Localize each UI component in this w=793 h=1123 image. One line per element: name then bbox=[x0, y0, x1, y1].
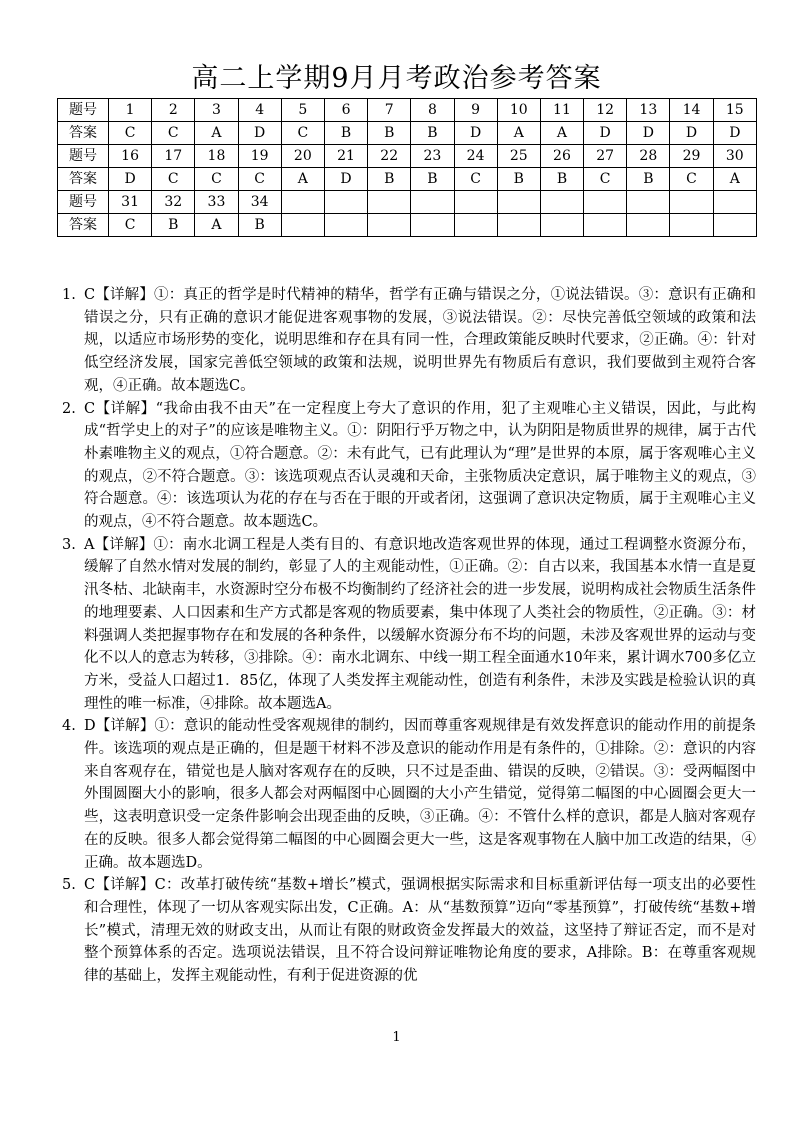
table-cell: D bbox=[713, 122, 756, 145]
table-cell bbox=[627, 191, 670, 214]
explanation-number: 2. bbox=[62, 400, 76, 417]
table-cell bbox=[713, 191, 756, 214]
explanation-text: C【详解】①：真正的哲学是时代精神的精华，哲学有正确与错误之分，①说法错误。③：意识有正确和错误之分，只有正确的意识才能促进客观事物的发展，③说法错误。②：尽快完善低空领域的政策和法规，以适应市场形势的变化，说明思维和存在具有同一性，合理政策能反映时代要求，②正确。④：针对低空经济发展，国家完善低空领域的政策和法规，说明世界先有物质后有意识，我们要做到主观符合客观，④正确。故本题选C。 bbox=[84, 287, 756, 394]
table-cell bbox=[497, 191, 540, 214]
table-cell bbox=[368, 214, 411, 237]
table-cell: 3 bbox=[195, 99, 238, 122]
table-cell: D bbox=[238, 122, 281, 145]
table-cell: A bbox=[195, 214, 238, 237]
table-cell: C bbox=[152, 122, 195, 145]
table-cell: B bbox=[411, 168, 454, 191]
table-cell bbox=[324, 214, 367, 237]
table-cell: 30 bbox=[713, 145, 756, 168]
table-cell: D bbox=[584, 122, 627, 145]
table-cell: B bbox=[368, 122, 411, 145]
table-row bbox=[58, 99, 757, 122]
explanation-text: D【详解】①：意识的能动性受客观规律的制约，因而尊重客观规律是有效发挥意识的能动作用的前提条件。该选项的观点是正确的，但是题干材料不涉及意识的能动作用是有条件的，①排除。②：意识的内容来自客观存在，错觉也是人脑对客观存在的反映，只不过是歪曲、错误的反映，②错误。③：受两幅图中外围圆圈大小的影响，很多人都会对两幅图中心圆圈的大小产生错觉，觉得第二幅图的中心圆圈会更大一些，这表明意识受一定条件影响会出现歪曲的反映，③正确。④：不管什么样的意识，都是人脑对客观存在的反映。很多人都会觉得第二幅图的中心圆圈会更大一些，这是客观事物在人脑中加工改造的结果，④正确。故本题选D。 bbox=[84, 718, 756, 871]
table-cell: C bbox=[109, 214, 152, 237]
explanation-number: 5. bbox=[62, 877, 76, 894]
row-label: 题号 bbox=[58, 145, 109, 168]
table-row bbox=[58, 214, 757, 237]
row-label: 答案 bbox=[58, 168, 109, 191]
table-cell: D bbox=[324, 168, 367, 191]
table-cell: 4 bbox=[238, 99, 281, 122]
table-cell: 19 bbox=[238, 145, 281, 168]
table-cell: 14 bbox=[670, 99, 713, 122]
table-cell: B bbox=[238, 214, 281, 237]
table-cell: C bbox=[454, 168, 497, 191]
table-cell: 26 bbox=[540, 145, 583, 168]
table-cell bbox=[454, 214, 497, 237]
table-row bbox=[58, 122, 757, 145]
table-cell: A bbox=[281, 168, 324, 191]
table-cell: B bbox=[152, 214, 195, 237]
page-title: 高二上学期9月月考政治参考答案 bbox=[191, 63, 602, 94]
table-cell bbox=[281, 191, 324, 214]
row-label: 题号 bbox=[58, 99, 109, 122]
table-cell: 7 bbox=[368, 99, 411, 122]
table-cell: C bbox=[109, 122, 152, 145]
explanation-item bbox=[62, 284, 756, 398]
table-cell: B bbox=[540, 168, 583, 191]
table-cell bbox=[281, 214, 324, 237]
explanation-item bbox=[62, 398, 756, 534]
table-cell bbox=[324, 191, 367, 214]
table-cell: B bbox=[627, 168, 670, 191]
table-cell bbox=[670, 214, 713, 237]
table-cell: A bbox=[713, 168, 756, 191]
table-cell: 32 bbox=[152, 191, 195, 214]
table-cell: 6 bbox=[324, 99, 367, 122]
table-cell bbox=[627, 214, 670, 237]
table-cell: B bbox=[497, 168, 540, 191]
table-cell: 15 bbox=[713, 99, 756, 122]
row-label: 答案 bbox=[58, 214, 109, 237]
explanation-item bbox=[62, 874, 756, 988]
table-cell: 10 bbox=[497, 99, 540, 122]
table-cell: 24 bbox=[454, 145, 497, 168]
table-cell bbox=[670, 191, 713, 214]
table-cell: 28 bbox=[627, 145, 670, 168]
table-cell: B bbox=[324, 122, 367, 145]
table-cell bbox=[540, 191, 583, 214]
table-cell: A bbox=[497, 122, 540, 145]
table-cell: B bbox=[368, 168, 411, 191]
explanation-item bbox=[62, 534, 756, 716]
explanation-number: 4. bbox=[62, 718, 76, 735]
table-cell bbox=[584, 214, 627, 237]
table-cell: 23 bbox=[411, 145, 454, 168]
explanation-number: 3. bbox=[62, 536, 76, 553]
table-cell: 27 bbox=[584, 145, 627, 168]
row-label: 答案 bbox=[58, 122, 109, 145]
table-cell: D bbox=[670, 122, 713, 145]
table-cell: 1 bbox=[109, 99, 152, 122]
table-cell: C bbox=[670, 168, 713, 191]
table-cell: 8 bbox=[411, 99, 454, 122]
table-cell: C bbox=[152, 168, 195, 191]
table-cell: 29 bbox=[670, 145, 713, 168]
table-cell: 17 bbox=[152, 145, 195, 168]
explanation-text: C【详解】C：改革打破传统“基数+增长”模式，强调根据实际需求和目标重新评估每一项支出的必要性和合理性，体现了一切从客观实际出发，C正确。A：从“基数预算”迈向“零基预算”，打破传统“基数+增长”模式，清理无效的财政支出，从而让有限的财政资金发挥最大的效益，这坚持了辩证否定，而不是对整个预算体系的否定。选项说法错误，且不符合设问辩证唯物论角度的要求，A排除。B：在尊重客观规律的基础上，发挥主观能动性，有利于促进资源的优 bbox=[84, 877, 756, 985]
table-cell: 22 bbox=[368, 145, 411, 168]
table-cell: 5 bbox=[281, 99, 324, 122]
table-cell: D bbox=[627, 122, 670, 145]
table-row bbox=[58, 191, 757, 214]
table-cell: A bbox=[195, 122, 238, 145]
table-cell: A bbox=[540, 122, 583, 145]
table-cell: 18 bbox=[195, 145, 238, 168]
explanation-item bbox=[62, 715, 756, 874]
explanation-number: 1. bbox=[62, 287, 76, 303]
table-cell: 12 bbox=[584, 99, 627, 122]
table-cell: 13 bbox=[627, 99, 670, 122]
table-cell: 25 bbox=[497, 145, 540, 168]
explanation-text: C【详解】“我命由我不由天”在一定程度上夸大了意识的作用，犯了主观唯心主义错误，因此，与此构成“哲学史上的对子”的应该是唯物主义。①：阴阳行乎万物之中，认为阴阳是物质世界的规律，属于古代朴素唯物主义的观点，①符合题意。②：未有此气，已有此理认为“理”是世界的本原，属于客观唯心主义的观点，②不符合题意。③：该选项观点否认灵魂和天命，主张物质决定意识，属于唯物主义的观点，③符合题意。④：该选项认为花的存在与否在于眼的开或者闭，这强调了意识决定物质，属于主观唯心主义的观点，④不符合题意。故本题选C。 bbox=[84, 400, 756, 531]
table-cell: B bbox=[411, 122, 454, 145]
table-cell: 21 bbox=[324, 145, 367, 168]
table-cell: D bbox=[109, 168, 152, 191]
table-cell bbox=[411, 191, 454, 214]
table-cell: C bbox=[238, 168, 281, 191]
table-cell: C bbox=[281, 122, 324, 145]
table-row bbox=[58, 145, 757, 168]
table-cell: 9 bbox=[454, 99, 497, 122]
page-number: 1 bbox=[392, 1030, 401, 1045]
answer-table bbox=[57, 98, 757, 237]
table-cell: 11 bbox=[540, 99, 583, 122]
table-cell: 2 bbox=[152, 99, 195, 122]
table-cell: 34 bbox=[238, 191, 281, 214]
explanation-text: A【详解】①：南水北调工程是人类有目的、有意识地改造客观世界的体现，通过工程调整水资源分布，缓解了自然水情对发展的制约，彰显了人的主观能动性，①正确。②：自古以来，我国基本水情一直是夏汛冬枯、北缺南丰，水资源时空分布极不均衡制约了经济社会的进一步发展，说明构成社会物质生活条件的地理要素、人口因素和生产方式都是客观的物质要素，集中体现了人类社会的物质性，②正确。③：材料强调人类把握事物存在和发展的各种条件，以缓解水资源分布不均的问题，未涉及客观世界的运动与变化不以人的意志为转移，③排除。④：南水北调东、中线一期工程全面通水10年来，累计调水700多亿立方米，受益人口超过1．85亿，体现了人类发挥主观能动性，创造有利条件，未涉及实践是检验认识的真理性的唯一标准，④排除。故本题选A。 bbox=[84, 536, 756, 712]
table-cell: D bbox=[454, 122, 497, 145]
row-label: 题号 bbox=[58, 191, 109, 214]
table-cell bbox=[411, 214, 454, 237]
table-cell: 20 bbox=[281, 145, 324, 168]
table-cell bbox=[540, 214, 583, 237]
table-cell: C bbox=[584, 168, 627, 191]
table-cell bbox=[368, 191, 411, 214]
table-cell: 31 bbox=[109, 191, 152, 214]
table-cell: 16 bbox=[109, 145, 152, 168]
table-cell bbox=[454, 191, 497, 214]
table-cell: C bbox=[195, 168, 238, 191]
table-cell bbox=[713, 214, 756, 237]
table-cell: 33 bbox=[195, 191, 238, 214]
table-row bbox=[58, 168, 757, 191]
table-cell bbox=[584, 191, 627, 214]
table-cell bbox=[497, 214, 540, 237]
explanation-list bbox=[62, 284, 756, 988]
